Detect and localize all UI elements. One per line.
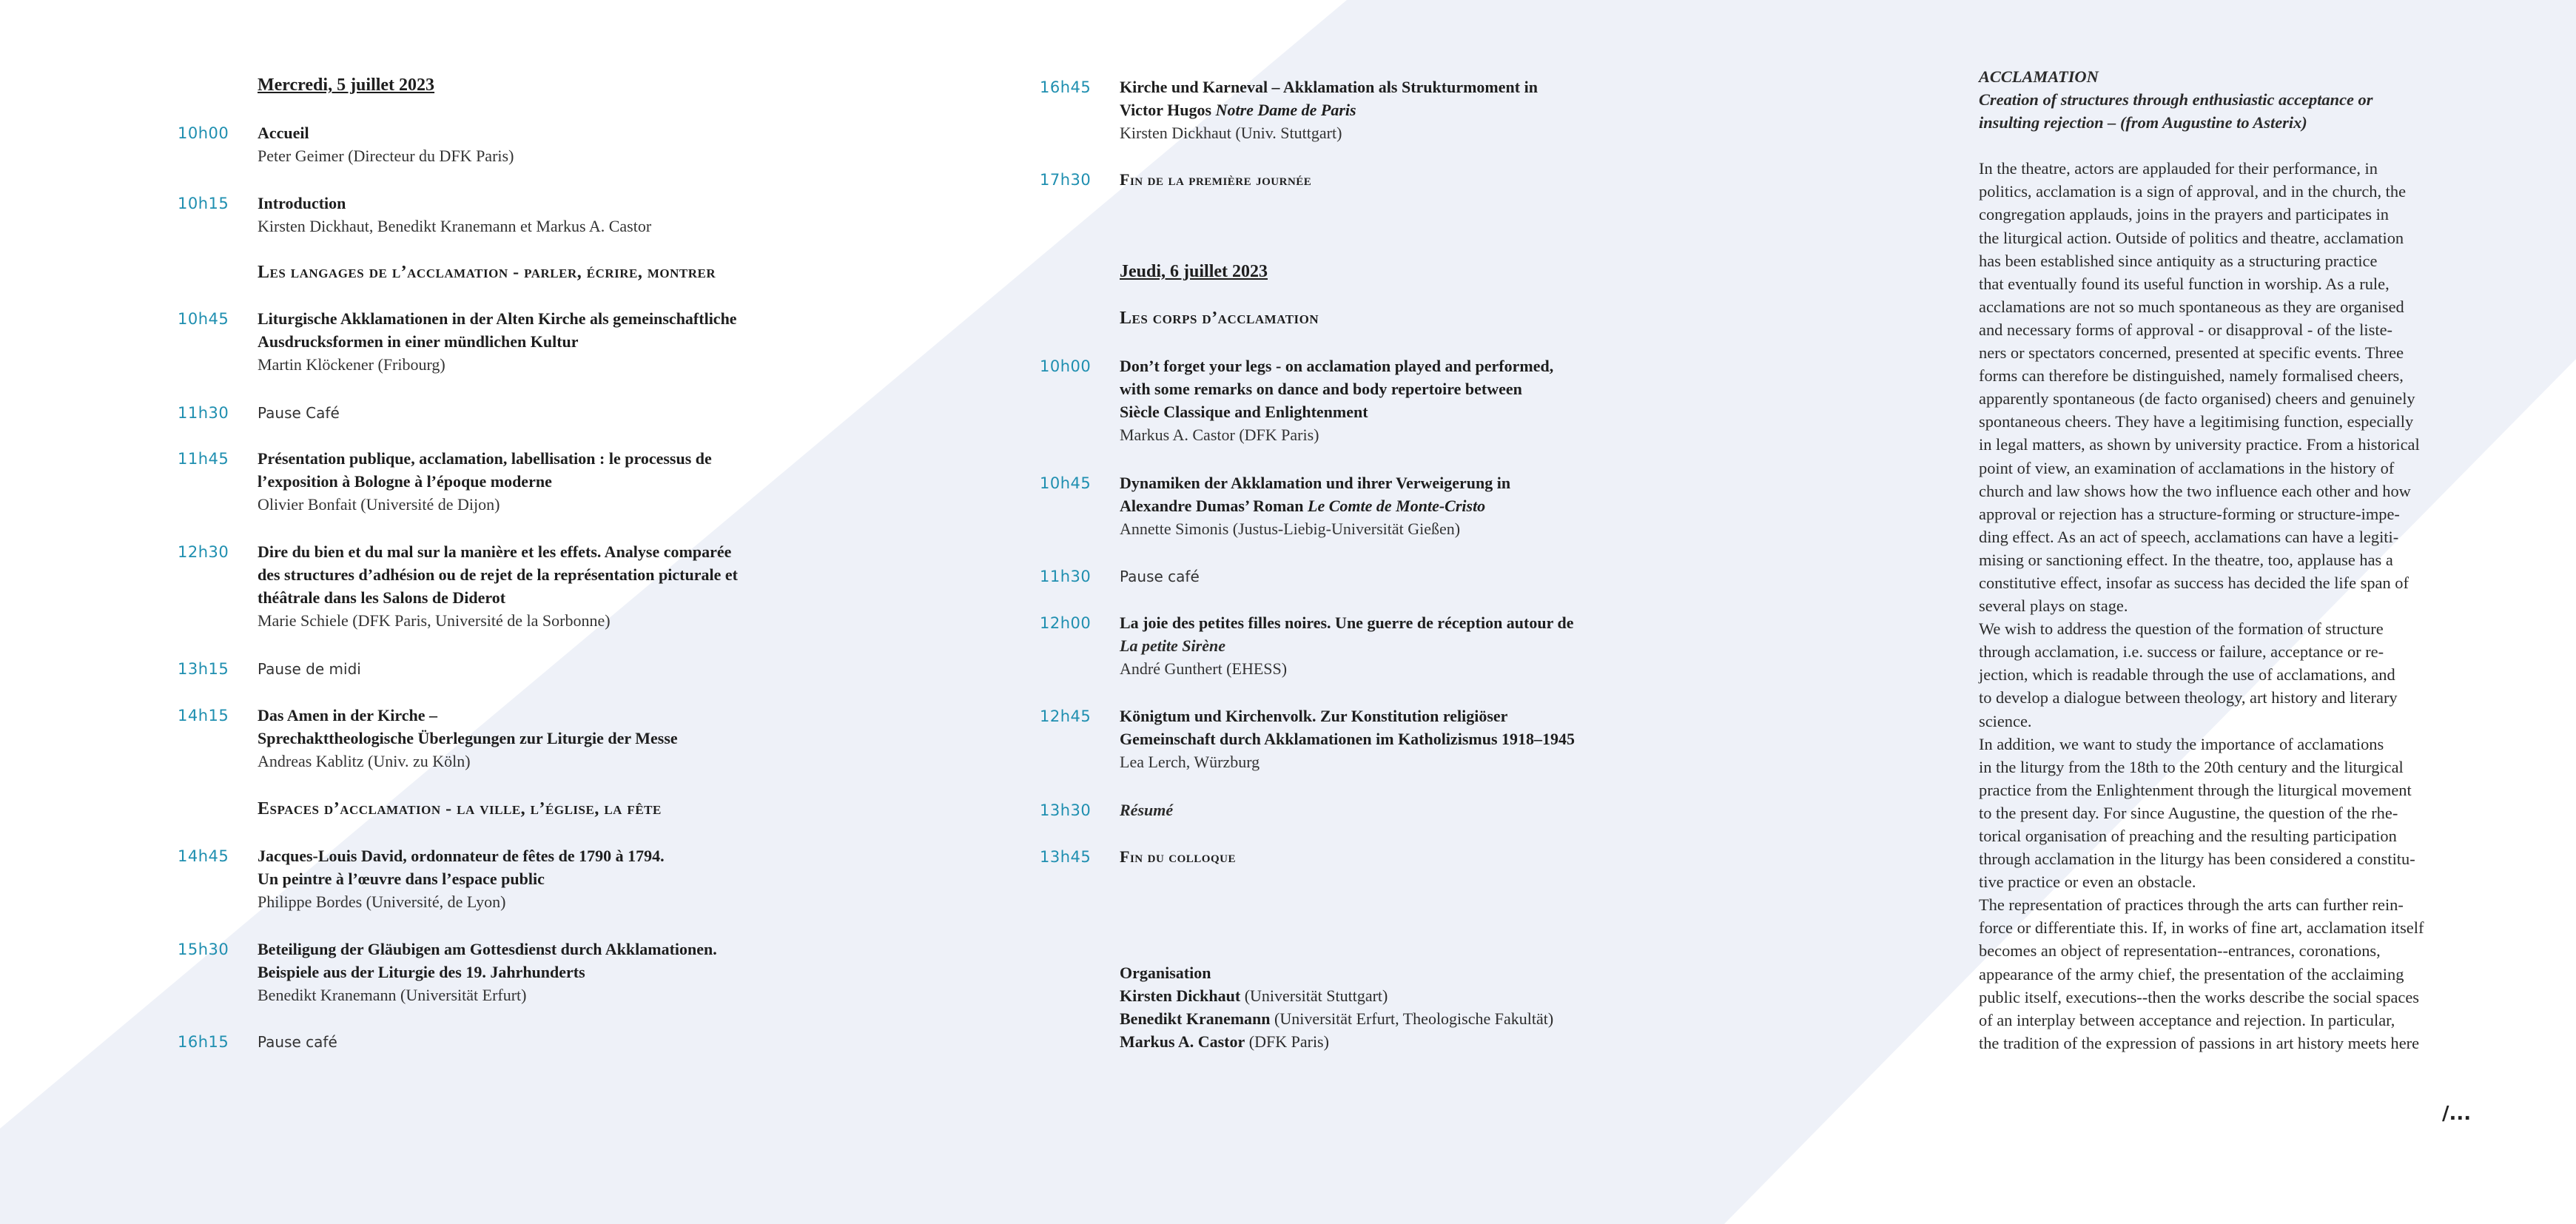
abstract-line: constitutive effect, insofar as success has decided the life span of <box>1979 573 2409 592</box>
session-time: 10h00 <box>1040 357 1092 375</box>
session-title-line: des structures d’adhésion ou de rejet de la représentation picturale et <box>258 565 738 584</box>
abstract-subheading-line: insulting rejection – (from Augustine to Asterix) <box>1979 113 2307 132</box>
abstract-line: becomes an object of representation--entrances, coronations, <box>1979 941 2381 961</box>
abstract-line: tive practice or even an obstacle. <box>1979 872 2196 892</box>
session-time: 10h15 <box>178 195 229 212</box>
abstract-line: of an interplay between acceptance and rejection. In particular, <box>1979 1010 2395 1029</box>
abstract-line: ding effect. As an act of speech, acclamations can have a legiti- <box>1979 527 2399 546</box>
session-time: 17h30 <box>1040 171 1092 189</box>
session-time: 12h45 <box>1040 707 1092 725</box>
abstract-line: to develop a dialogue between theology, art history and literary <box>1979 688 2398 707</box>
abstract-heading: ACCLAMATION <box>1979 67 2099 86</box>
session-title-line: Sprechakttheologische Überlegungen zur Liturgie der Messe <box>258 729 678 747</box>
session-title-italic: Notre Dame de Paris <box>1215 101 1356 119</box>
session-title-line: Das Amen in der Kirche – <box>258 706 438 724</box>
session-title-line <box>1120 98 1882 121</box>
session-speaker: Philippe Bordes (Université, de Lyon) <box>258 892 506 911</box>
abstract-line: The representation of practices through the arts can further rein- <box>1979 895 2404 915</box>
session-title-line: Un peintre à l’œuvre dans l’espace public <box>258 870 545 888</box>
abstract-line: approval or rejection has a structure-forming or structure-impe- <box>1979 504 2400 523</box>
session-time: 10h45 <box>1040 474 1092 492</box>
abstract-line: through acclamation, i.e. success or failure, acceptance or re- <box>1979 642 2384 662</box>
abstract-body <box>1979 157 2530 1055</box>
abstract-line: force or differentiate this. If, in works of fine art, acclamation itself <box>1979 918 2424 938</box>
session-time: 12h00 <box>1040 614 1092 632</box>
member-name: Kirsten Dickhaut <box>1120 986 1241 1005</box>
session-speaker: Peter Geimer (Directeur du DFK Paris) <box>258 147 514 165</box>
organisation-member <box>1120 984 1882 1007</box>
session-title-italic: La petite Sirène <box>1120 636 1225 655</box>
member-name: Benedikt Kranemann <box>1120 1009 1271 1028</box>
abstract-line: In the theatre, actors are applauded for their performance, in <box>1979 159 2378 178</box>
abstract-line: politics, acclamation is a sign of approval, and in the church, the <box>1979 182 2407 201</box>
member-affiliation: (Universität Erfurt, Theologische Fakultät) <box>1274 1009 1554 1028</box>
colloquium-end-label: Fin du colloque <box>1120 847 1236 866</box>
session-title-line: Dire du bien et du mal sur la manière et les effets. Analyse comparée <box>258 542 732 561</box>
section-heading: Les langages de l’acclamation - parler, écrire, montrer <box>258 263 716 282</box>
session-title-line: Beispiele aus der Liturgie des 19. Jahrhunderts <box>258 963 585 981</box>
session-title-line: Kirche und Karneval – Akklamation als Strukturmoment in <box>1120 78 1538 96</box>
abstract-line: torical organisation of preaching and the resulting participation <box>1979 827 2397 845</box>
abstract-line: public itself, executions--then the works describe the social spaces <box>1979 987 2420 1006</box>
abstract-line: church and law shows how the two influence each other and how <box>1979 481 2411 500</box>
abstract-line: through acclamation in the liturgy has been considered a constitu- <box>1979 850 2415 869</box>
abstract-line: spontaneous cheers. They have a legitimising function, especially <box>1979 412 2414 431</box>
organisation-member <box>1120 1007 1882 1030</box>
session-time: 16h45 <box>1040 78 1092 96</box>
session-title: Introduction <box>258 194 346 212</box>
session-title-line: with some remarks on dance and body repertoire between <box>1120 380 1522 398</box>
organisation-member <box>1120 1030 1882 1053</box>
day2-date: Jeudi, 6 juillet 2023 <box>1120 262 1268 281</box>
abstract-line: appearance of the army chief, the presentation of the acclaiming <box>1979 964 2404 983</box>
session-speaker: Andreas Kablitz (Univ. zu Köln) <box>258 752 471 770</box>
abstract-line: and necessary forms of approval - or disapproval - of the liste- <box>1979 320 2392 339</box>
session-title-line: Liturgische Akklamationen in der Alten Kirche als gemeinschaftliche <box>258 309 737 328</box>
member-name: Markus A. Castor <box>1120 1032 1245 1051</box>
abstract-line: science. <box>1979 711 2032 730</box>
session-time: 16h15 <box>178 1033 229 1051</box>
session-title-text: Victor Hugos <box>1120 101 1212 119</box>
session-title-line: La joie des petites filles noires. Une guerre de réception autour de <box>1120 613 1574 632</box>
abstract-column <box>1979 65 2530 1055</box>
session-time: 10h45 <box>178 310 229 328</box>
session-title-line: Jacques-Louis David, ordonnateur de fêtes de 1790 à 1794. <box>258 847 665 865</box>
session-speaker: Marie Schiele (DFK Paris, Université de la Sorbonne) <box>258 611 611 630</box>
session-time: 13h30 <box>1040 801 1092 819</box>
section-heading: Les corps d’acclamation <box>1120 309 1319 328</box>
session-time: 11h30 <box>178 404 229 422</box>
abstract-line: forms can therefore be distinguished, namely formalised cheers, <box>1979 366 2404 386</box>
session-time: 13h15 <box>178 660 229 678</box>
abstract-line: the liturgical action. Outside of politics and theatre, acclamation <box>1979 228 2404 247</box>
session-speaker: Martin Klöckener (Fribourg) <box>258 355 445 374</box>
pause-label: Pause café <box>258 1033 337 1051</box>
abstract-line: apparently spontaneous (de facto organised) cheers and genuinely <box>1979 389 2415 408</box>
abstract-line: to the present day. For since Augustine, the question of the rhe- <box>1979 803 2398 822</box>
pause-label: Pause de midi <box>258 660 361 678</box>
session-time: 10h00 <box>178 124 229 142</box>
abstract-line: In addition, we want to study the importance of acclamations <box>1979 734 2384 753</box>
session-speaker: Kirsten Dickhaut, Benedikt Kranemann et Markus A. Castor <box>258 217 652 235</box>
session-speaker: Kirsten Dickhaut (Univ. Stuttgart) <box>1120 124 1342 142</box>
session-title-italic: Le Comte de Monte-Cristo <box>1308 497 1486 515</box>
session-speaker: Lea Lerch, Würzburg <box>1120 753 1260 771</box>
abstract-subheading-line: Creation of structures through enthusiastic acceptance or <box>1979 90 2373 110</box>
session-title: Accueil <box>258 124 309 142</box>
session-time: 15h30 <box>178 941 229 958</box>
day-end-label: Fin de la première journée <box>1120 170 1312 189</box>
pause-label: Pause Café <box>258 404 340 422</box>
organisation-heading: Organisation <box>1120 964 1211 982</box>
session-time: 11h30 <box>1040 568 1092 585</box>
session-title-line: Siècle Classique and Enlightenment <box>1120 403 1368 421</box>
session-title-line: Présentation publique, acclamation, labellisation : le processus de <box>258 449 712 468</box>
session-title-line: Dynamiken der Akklamation und ihrer Verweigerung in <box>1120 474 1511 492</box>
session-speaker: Benedikt Kranemann (Universität Erfurt) <box>258 986 527 1004</box>
abstract-line: We wish to address the question of the formation of structure <box>1979 619 2384 639</box>
abstract-line: in legal matters, as shown by university practice. From a historical <box>1979 435 2420 454</box>
abstract-line: point of view, an examination of acclamations in the history of <box>1979 458 2395 477</box>
session-title-line <box>1120 494 1882 517</box>
session-time: 12h30 <box>178 543 229 561</box>
session-title-line: Don’t forget your legs - on acclamation played and performed, <box>1120 357 1554 375</box>
abstract-line: jection, which is readable through the use of acclamations, and <box>1979 665 2395 685</box>
abstract-line: has been established since antiquity as a structuring practice <box>1979 251 2378 270</box>
abstract-line: congregation applauds, joins in the prayers and participates in <box>1979 205 2390 224</box>
section-heading: Espaces d’acclamation - la ville, l’église, la fête <box>258 799 662 818</box>
abstract-line: practice from the Enlightenment through the liturgical movement <box>1979 780 2412 799</box>
session-speaker: André Gunthert (EHESS) <box>1120 659 1288 678</box>
session-title-line: l’exposition à Bologne à l’époque moderne <box>258 472 552 491</box>
abstract-line: the tradition of the expression of passions in art history meets here <box>1979 1033 2420 1052</box>
session-time: 13h45 <box>1040 848 1092 866</box>
session-title-line: théâtrale dans les Salons de Diderot <box>258 588 506 607</box>
member-affiliation: (Universität Stuttgart) <box>1244 986 1388 1005</box>
day1-date: Mercredi, 5 juillet 2023 <box>258 75 435 95</box>
session-speaker: Olivier Bonfait (Université de Dijon) <box>258 495 500 514</box>
session-time: 14h45 <box>178 847 229 865</box>
session-title-line: Königtum und Kirchenvolk. Zur Konstitution religiöser <box>1120 707 1508 725</box>
abstract-line: acclamations are not so much spontaneous as they are organised <box>1979 297 2404 316</box>
session-speaker: Markus A. Castor (DFK Paris) <box>1120 426 1319 444</box>
session-time: 14h15 <box>178 707 229 724</box>
abstract-line: in the liturgy from the 18th to the 20th century and the liturgical <box>1979 757 2404 776</box>
pause-label: Pause café <box>1120 568 1200 585</box>
session-title-line: Beteiligung der Gläubigen am Gottesdienst durch Akklamationen. <box>258 940 717 958</box>
session-title-text: Alexandre Dumas’ Roman <box>1120 497 1304 515</box>
continued-marker: /... <box>2442 1103 2472 1125</box>
session-title-line: Ausdrucksformen in einer mündlichen Kultur <box>258 332 579 351</box>
session-title-line: Gemeinschaft durch Akklamationen im Katholizismus 1918–1945 <box>1120 730 1575 748</box>
abstract-line: ners or spectators concerned, presented at specific events. Three <box>1979 343 2404 363</box>
session-time: 11h45 <box>178 450 229 468</box>
resume-label: Résumé <box>1120 801 1174 819</box>
session-speaker: Annette Simonis (Justus-Liebig-Universität Gießen) <box>1120 519 1461 538</box>
abstract-line: several plays on stage. <box>1979 596 2128 616</box>
member-affiliation: (DFK Paris) <box>1248 1032 1329 1051</box>
abstract-line: that eventually found its useful function in worship. As a rule, <box>1979 274 2390 293</box>
abstract-line: mising or sanctioning effect. In the theatre, too, applause has a <box>1979 550 2393 569</box>
